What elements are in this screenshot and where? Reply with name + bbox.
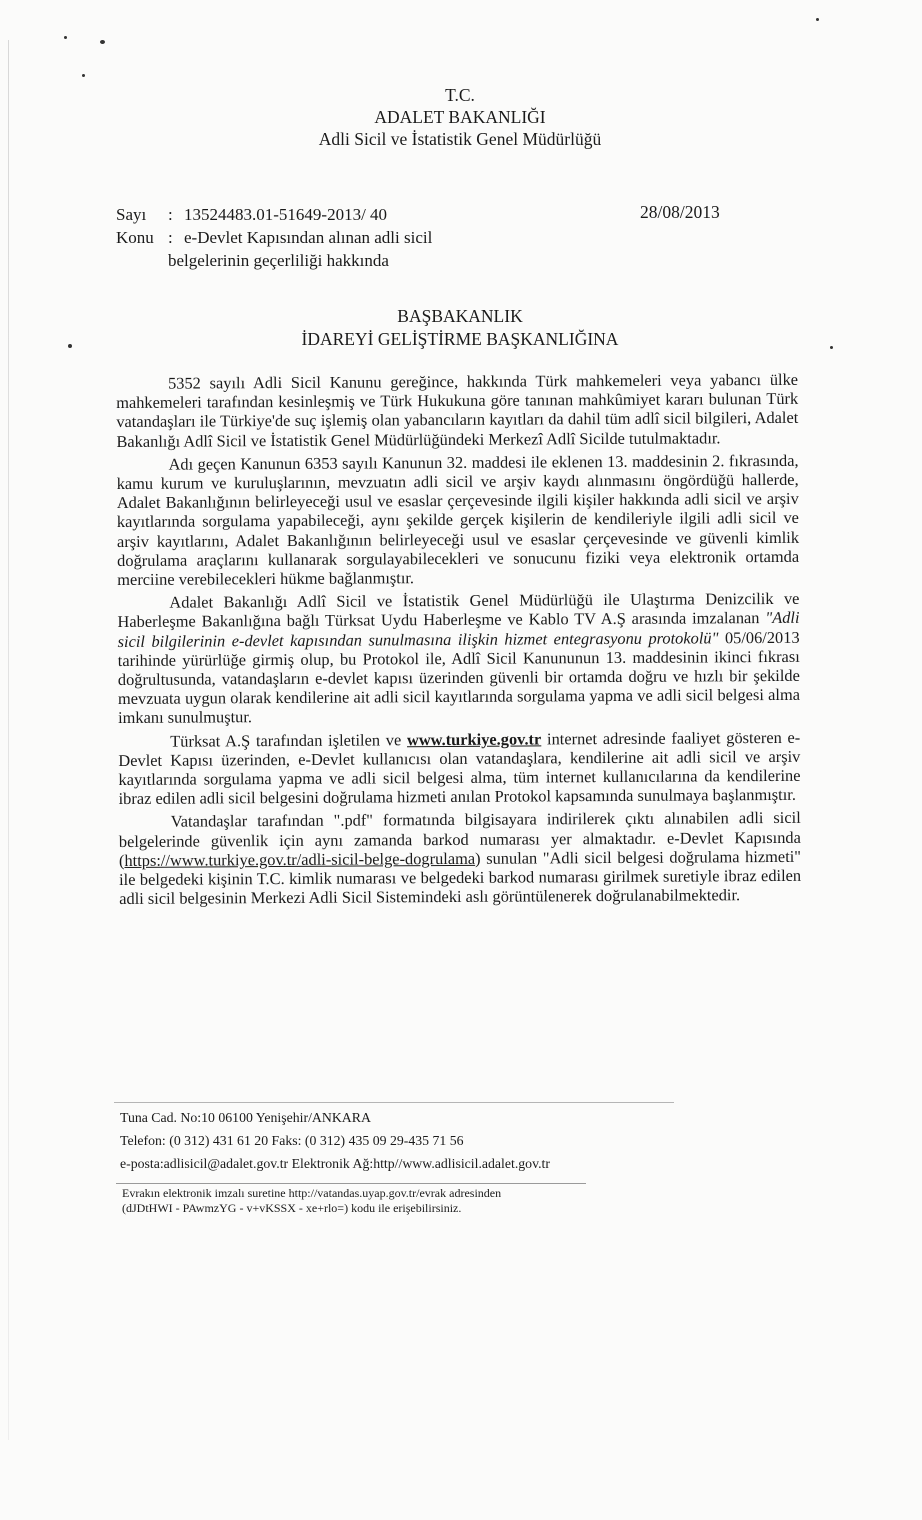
paragraph-5-text-b: ) sunulan "Adli sicil belgesi doğrulama hizmeti" ile belgedeki kişinin T.C. kimlik numarası ve belgedeki barkod numarası girilmek suretiyle ibraz edilen adli sicil belgesinin Merkezi Adli Sicil Sistemindeki aslı görüntülenerek doğrulanabilmektedir. <box>119 846 802 909</box>
sayi-label: Sayı <box>116 205 147 224</box>
paragraph-4 <box>118 727 800 808</box>
scan-speck <box>100 40 105 44</box>
evrak-line1: Evrakın elektronik imzalı suretine http://vatandas.uyap.gov.tr/evrak adresinden <box>122 1186 502 1200</box>
paragraph-3 <box>117 589 800 728</box>
scan-edge-line <box>8 40 9 1440</box>
scan-speck <box>830 346 833 349</box>
letterhead-directorate: Adli Sicil ve İstatistik Genel Müdürlüğü <box>318 129 602 149</box>
sayi-value: 13524483.01-51649-2013/ 40 <box>184 205 388 224</box>
konu-row <box>116 226 756 249</box>
paragraph-1: 5352 sayılı Adli Sicil Kanunu gereğince, hakkında Türk mahkemeleri veya yabancı ülke mahkemeleri tarafından kesinleşmiş ve Türk Hukukuna göre tanınan mahkûmiyet kararı bulunan Türk vatandaşları ile Türkiye'de suç işlemiş olan yabancıların kayıtları da dahil tüm adlî sicil bilgileri, Adalet Bakanlığı Adlî Sicil ve İstatistik Genel Müdürlüğündeki Merkezî Adlî Sicilde tutulmaktadır. <box>116 369 799 451</box>
turkiye-gov-link[interactable]: www.turkiye.gov.tr <box>406 729 542 749</box>
evrak-line2: (dJDtHWI - PAwmzYG - v+vKSSX - xe+rlo=) kodu ile erişebilirsiniz. <box>122 1201 462 1215</box>
document-date: 28/08/2013 <box>640 202 720 222</box>
verification-link[interactable]: https://www.turkiye.gov.tr/adli-sicil-belge-dogrulama <box>124 848 476 870</box>
paragraph-5-text-a: Vatandaşlar tarafından ".pdf" formatında bilgisayara indirilerek çıktı alınabilen adli sicil belgelerinde güvenlik için aynı zamanda barkod numarası yer almaktadır. e-Devlet Kapısında ( <box>118 808 801 870</box>
evrak-divider <box>116 1183 586 1184</box>
addressee-line2: İDAREYİ GELİŞTİRME BAŞKANLIĞINA <box>301 329 619 349</box>
footer-address: Tuna Cad. No:10 06100 Yenişehir/ANKARA <box>120 1110 371 1125</box>
scan-speck <box>64 36 67 39</box>
letterhead-ministry: ADALET BAKANLIĞI <box>374 107 546 127</box>
protocol-title: "Adli sicil bilgilerinin e-devlet kapısından sunulmasına ilişkin hizmet entegrasyonu protokolü" <box>117 608 800 651</box>
footer-contact <box>120 1106 680 1175</box>
scan-speck <box>816 18 819 21</box>
letter-body <box>116 370 801 913</box>
letterhead-tc: T.C. <box>445 85 475 105</box>
scan-speck <box>68 344 72 348</box>
letterhead <box>220 84 700 150</box>
konu-label: Konu <box>116 228 154 247</box>
paragraph-3-text-b: 05/06/2013 tarihinde yürürlüğe girmiş olup, bu Protokol ile, Adlî Sicil Kanununun 13. maddesinin ikinci fıkrası doğrultusunda, vatandaşların e-devlet kapısı üzerinden güvenli bir ortamda doğru ve hızlı bir şekilde mevzuata uygun olarak kendilerine ait adli sicil kayıtlarında sorgulama yapma ve adli sicil belgesi alma imkanı sunulmuştur. <box>117 627 801 728</box>
scan-speck <box>82 74 85 77</box>
evrak-verification <box>122 1186 602 1216</box>
footer-email: e-posta:adlisicil@adalet.gov.tr Elektronik Ağ:http//www.adlisicil.adalet.gov.tr <box>120 1156 550 1171</box>
footer-phone: Telefon: (0 312) 431 61 20 Faks: (0 312) 435 09 29-435 71 56 <box>120 1133 464 1148</box>
footer-divider <box>114 1102 674 1103</box>
konu-value-line1: e-Devlet Kapısından alınan adli sicil <box>184 228 433 247</box>
sayi-separator: : <box>168 205 173 224</box>
paragraph-3-text-a: Adalet Bakanlığı Adlî Sicil ve İstatistik Genel Müdürlüğü ile Ulaştırma Denizcilik ve Haberleşme Bakanlığına bağlı Türksat Uydu Haberleşme ve Kablo TV A.Ş arasında imzalanan <box>117 589 800 632</box>
paragraph-2: Adı geçen Kanunun 6353 sayılı Kanunun 32. maddesi ile eklenen 13. maddesinin 2. fıkrasında, kamu kurum ve kuruluşlarının, mevzuatın adli sicil ve arşiv kaydı alınmasını öngördüğü hallerde, Adalet Bakanlığının belirleyeceği usul ve esaslar çerçevesinde ilgili kişiler hakkında adli sicil ve arşiv kayıtlarında sorgulama yapabileceği, aynı şekilde gerçek kişilerin de kendileriyle ilgili adli sicil ve arşiv kayıtlarını, Adalet Bakanlığının belirleyeceği usul ve esaslar çerçevesinde ve güvenli kimlik doğrulama araçlarını kullanarak sorgulayabilecekleri ve sonucunu fiziki veya elektronik ortamda merciine verebilecekleri hükme bağlanmıştır. <box>116 450 800 590</box>
addressee-line1: BAŞBAKANLIK <box>397 306 523 326</box>
addressee <box>220 305 700 351</box>
paragraph-4-text-a: Türksat A.Ş tarafından işletilen ve <box>170 729 408 751</box>
paragraph-4-text-b: internet adresinde faaliyet gösteren e-Devlet Kapısı üzerinden, e-Devlet kullanıcısı olan vatandaşlara, kendilerine ait adli sicil ve arşiv kayıtlarında sorgulama yapma ve adli sicil belgesi alma, tüm internet kullanıcılarına da kendilerine ibraz edilen adli sicil belgesini doğrulama hizmeti anılan Protokol kapsamında sunulmaya başlanmıştır. <box>118 727 801 809</box>
konu-value-line2: belgelerinin geçerliliği hakkında <box>168 251 389 270</box>
paragraph-5 <box>119 808 802 908</box>
konu-separator: : <box>168 228 173 247</box>
